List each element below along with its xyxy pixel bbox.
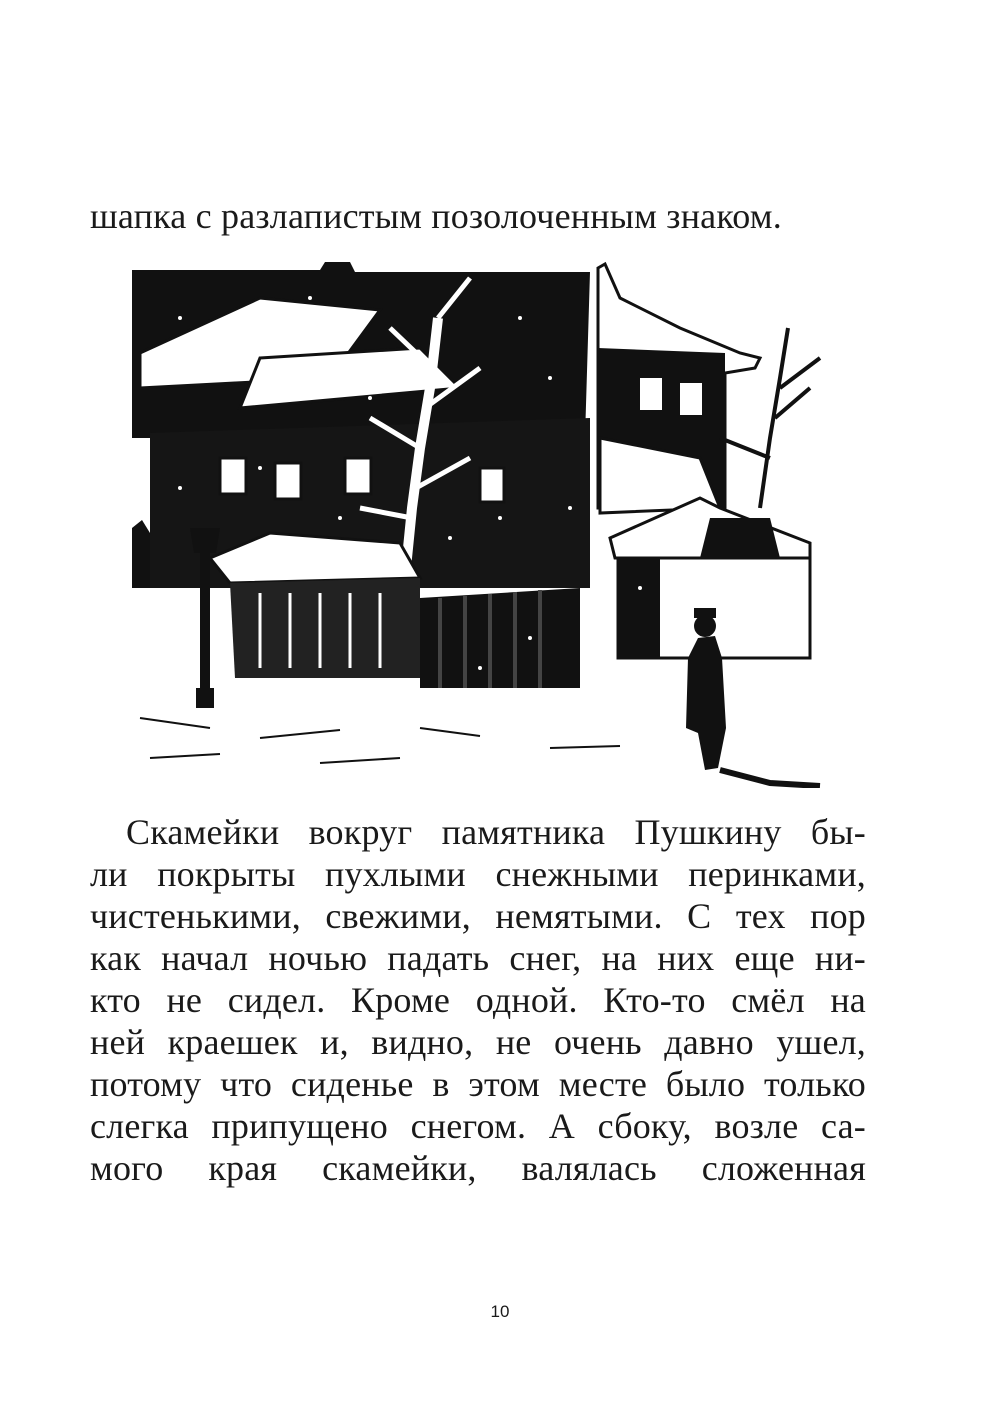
top-text-line: шапка с разлапистым позолоченным знаком. [90, 196, 782, 236]
paragraph-line-3: чистенькими, свежими, немятыми. С тех пор [90, 896, 866, 936]
paragraph-line-5: кто не сидел. Кроме одной. Кто-то смёл на [90, 980, 866, 1020]
paragraph-line-2: ли покрыты пухлыми снежными перинками, [90, 854, 866, 894]
paragraph-line-4: как начал ночью падать снег, на них еще ни- [90, 938, 866, 978]
paragraph-line-6: ней краешек и, видно, не очень давно ушел, [90, 1022, 866, 1062]
winter-street-illustration [120, 258, 830, 788]
page-number: 10 [490, 1302, 510, 1321]
paragraph-line-9: мого края скамейки, валялась сложенная [90, 1148, 866, 1188]
paragraph-line-1: Скамейки вокруг памятника Пушкину бы- [126, 812, 866, 852]
paragraph-line-8: слегка припущено снегом. А сбоку, возле са- [90, 1106, 866, 1146]
paragraph-line-7: потому что сиденье в этом месте было только [90, 1064, 866, 1104]
